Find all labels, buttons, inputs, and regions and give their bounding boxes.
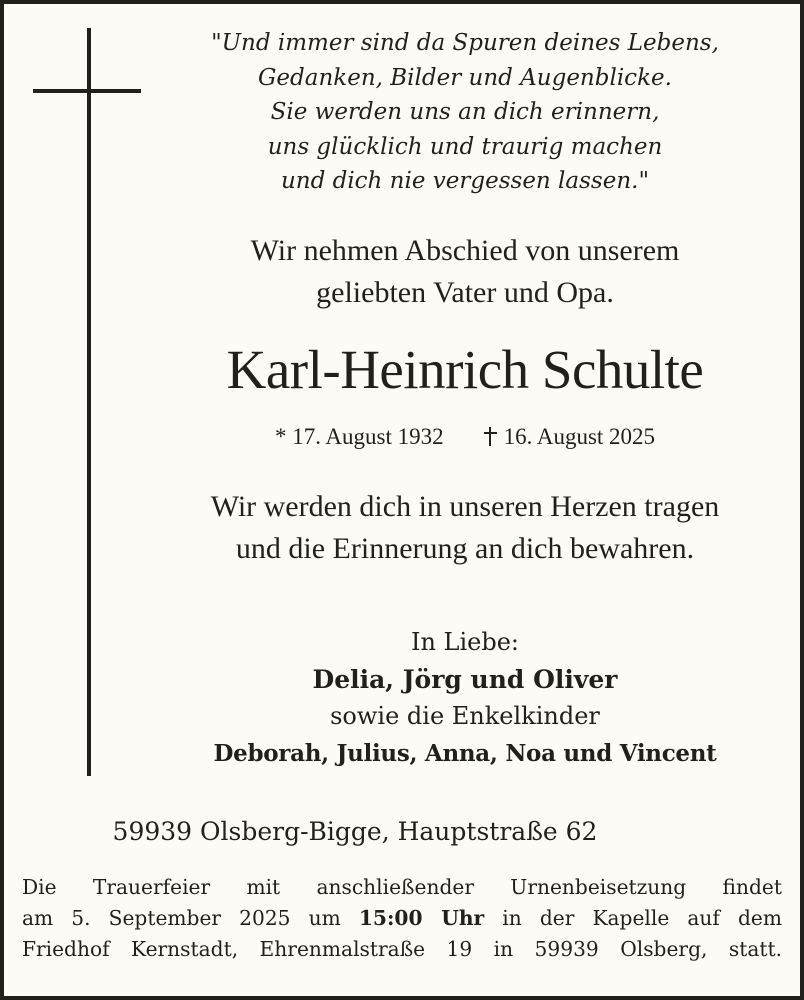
signature-greeting: In Liebe:	[410, 628, 520, 656]
ceremony-line	[22, 903, 782, 934]
ceremony-line: Die Trauerfeier mit anschließender Urnenbeisetzung findet	[22, 875, 782, 899]
ceremony-line: Friedhof Kernstadt, Ehrenmalstraße 19 in 59939 Olsberg, statt.	[22, 937, 782, 961]
poem-quote	[145, 26, 785, 199]
farewell-text	[145, 486, 785, 570]
poem-line: und dich nie vergessen lassen."	[280, 168, 650, 194]
death-cross-icon	[484, 427, 498, 446]
intro-line: geliebten Vater und Opa.	[316, 276, 614, 309]
ceremony-date: am 5. September 2025 um	[22, 906, 341, 930]
intro-text	[145, 230, 785, 314]
ceremony-time: 15:00 Uhr	[358, 906, 485, 930]
poem-line: "Und immer sind da Spuren deines Lebens,	[211, 30, 719, 56]
poem-line: Gedanken, Bilder und Augenblicke.	[258, 64, 672, 91]
ceremony-location: in der Kapelle auf dem	[502, 906, 783, 930]
cross-horizontal-bar	[33, 89, 141, 93]
signature-children: Delia, Jörg und Oliver	[312, 665, 618, 694]
signature-grandchildren: Deborah, Julius, Anna, Noa und Vincent	[213, 740, 717, 767]
poem-line: uns glücklich und traurig machen	[267, 133, 663, 160]
cross-vertical-bar	[87, 28, 91, 776]
address-text: 59939 Olsberg-Bigge, Hauptstraße 62	[112, 817, 598, 846]
deceased-name: Karl-Heinrich Schulte	[226, 339, 704, 400]
birth-date: * 17. August 1932	[274, 424, 444, 449]
signature-grandchildren-intro: sowie die Enkelkinder	[330, 702, 600, 730]
death-date: 16. August 2025	[503, 424, 656, 449]
intro-line: Wir nehmen Abschied von unserem	[250, 234, 680, 267]
ceremony-info	[22, 872, 782, 965]
poem-line: Sie werden uns an dich erinnern,	[270, 99, 660, 125]
life-dates	[145, 420, 785, 454]
farewell-line: und die Erinnerung an dich bewahren.	[235, 532, 695, 565]
farewell-line: Wir werden dich in unseren Herzen tragen	[210, 490, 720, 523]
signature-block	[145, 624, 785, 772]
address-line	[0, 812, 804, 852]
